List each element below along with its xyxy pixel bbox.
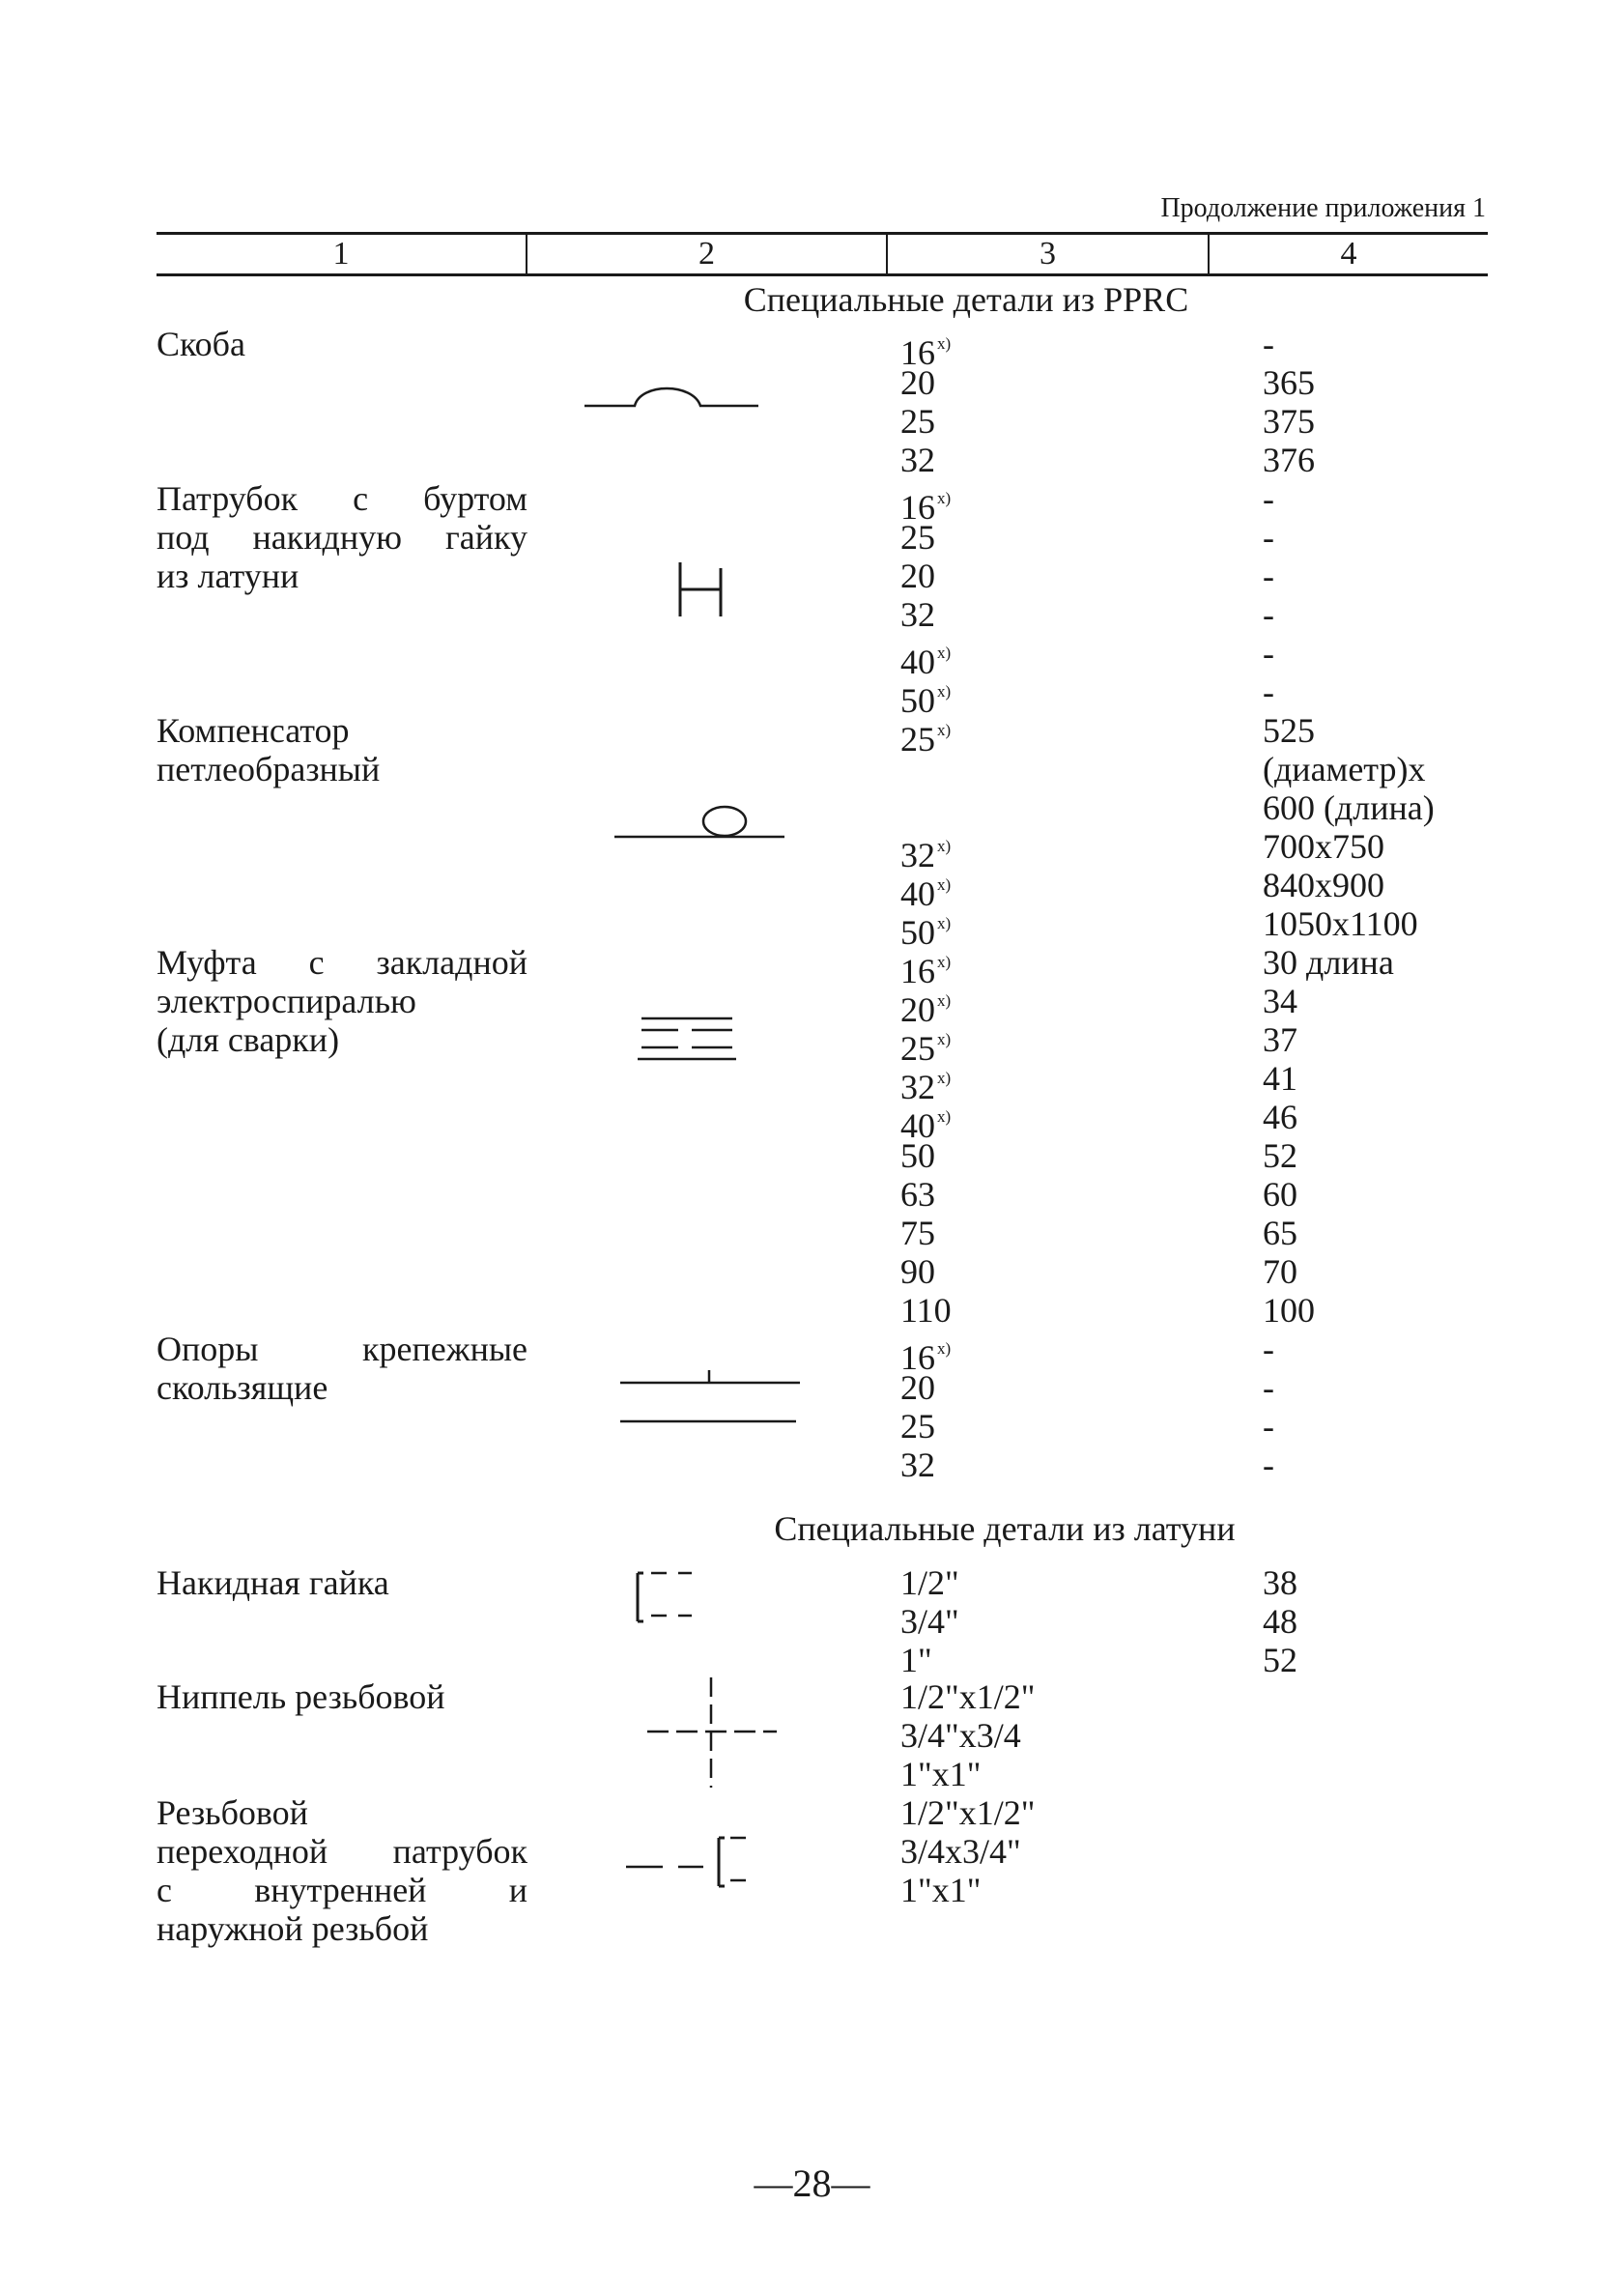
section-title-pprc: Специальные детали из PPRC [743, 280, 1189, 319]
dimension-value: 37 [1263, 1020, 1297, 1059]
dimension-value: 46 [1263, 1098, 1297, 1136]
item-name-electrofusion-coupling [157, 943, 527, 1059]
size-value: 25 [900, 402, 935, 441]
dimension-value: - [1263, 673, 1274, 711]
size-value: 20 [900, 557, 935, 595]
dimension-value: 38 [1263, 1563, 1297, 1602]
loop-compensator-icon [614, 804, 788, 843]
threaded-adapter-icon [624, 1832, 779, 1890]
size-value: 3/4x3/4" [900, 1832, 1021, 1871]
dimension-value: 700x750 [1263, 827, 1384, 866]
item-dims-loop-compensator [1263, 711, 1591, 943]
size-value: 16 $^{x)}$ [900, 1338, 952, 1377]
size-value: 50 [900, 1136, 935, 1175]
size-value: 1"x1" [900, 1755, 982, 1793]
item-sizes-threaded-adapter [900, 1793, 1132, 1909]
size-value: 3/4"x3/4 [900, 1716, 1021, 1755]
size-value: 40 $^{x)}$ [900, 643, 952, 681]
size-value: 50 $^{x)}$ [900, 681, 952, 720]
size-value: 32 $^{x)}$ [900, 836, 952, 874]
continuation-label: Продолжение приложения 1 [1160, 193, 1486, 223]
size-value: 32 [900, 441, 935, 479]
item-sizes-bracket [900, 325, 1132, 479]
item-name-line: Накидная гайка [157, 1563, 389, 1602]
size-value: 16 $^{x)}$ [900, 488, 952, 527]
dimension-value: 1050x1100 [1263, 904, 1418, 943]
dimension-value: 52 [1263, 1641, 1297, 1679]
dimension-value: 60 [1263, 1175, 1297, 1214]
union-nut-icon [628, 1567, 715, 1625]
dimension-value: 52 [1263, 1136, 1297, 1175]
size-value: 25 $^{x)}$ [900, 720, 952, 759]
page-number: —28— [754, 2162, 870, 2205]
size-value [900, 788, 1132, 827]
size-value: 25 [900, 518, 935, 557]
item-name-line: переходной патрубок [157, 1832, 527, 1871]
item-name-threaded-adapter [157, 1793, 527, 1948]
item-name-line: из латуни [157, 557, 299, 595]
column-number-2: 2 [698, 236, 715, 272]
section-title-brass: Специальные детали из латуни [774, 1509, 1236, 1548]
dimension-value: - [1263, 1446, 1274, 1484]
dimension-value: - [1263, 1368, 1274, 1407]
item-dims-bracket [1263, 325, 1591, 479]
item-name-line: (для сварки) [157, 1020, 340, 1059]
dimension-value: - [1263, 325, 1274, 363]
dimension-value: 70 [1263, 1252, 1297, 1291]
size-value: 110 [900, 1291, 952, 1330]
size-value: 50 $^{x)}$ [900, 913, 952, 952]
item-dims-union-nut [1263, 1563, 1591, 1679]
dimension-value: - [1263, 518, 1274, 557]
item-name-line: Компенсатор [157, 711, 350, 750]
column-number-3: 3 [1040, 236, 1056, 272]
size-value: 40 $^{x)}$ [900, 1106, 952, 1145]
size-value: 16 $^{x)}$ [900, 952, 952, 990]
item-name-line: Резьбовой [157, 1793, 308, 1832]
size-value: 1"x1" [900, 1871, 982, 1909]
size-value: 25 [900, 1407, 935, 1446]
item-sizes-collar-pipe [900, 479, 1132, 720]
dimension-value: - [1263, 1330, 1274, 1368]
item-name-line: под накидную гайку [157, 518, 527, 557]
dimension-value: 48 [1263, 1602, 1297, 1641]
dimension-value: - [1263, 557, 1274, 595]
dimension-value: 600 (длина) [1263, 788, 1435, 827]
electrofusion-coupling-icon [634, 1013, 740, 1071]
table-header-rule [157, 273, 1488, 276]
item-name-loop-compensator [157, 711, 527, 788]
item-name-line: петлеобразный [157, 750, 381, 788]
column-number-1: 1 [332, 236, 350, 272]
size-value: 90 [900, 1252, 935, 1291]
dimension-value: - [1263, 595, 1274, 634]
sliding-support-icon [620, 1362, 804, 1430]
size-value: 1/2"x1/2" [900, 1677, 1036, 1716]
size-value [900, 750, 1132, 788]
bracket-icon [584, 379, 758, 417]
dimension-value: 365 [1263, 363, 1315, 402]
size-value: 20 $^{x)}$ [900, 990, 952, 1029]
dimension-value: (диаметр)х [1263, 750, 1426, 788]
item-dims-sliding-support [1263, 1330, 1591, 1484]
size-value: 20 [900, 1368, 935, 1407]
item-sizes-threaded-nipple [900, 1677, 1132, 1793]
size-value: 40 $^{x)}$ [900, 874, 952, 913]
dimension-value: - [1263, 634, 1274, 673]
item-name-line: электроспиралью [157, 982, 416, 1020]
item-name-sliding-support [157, 1330, 527, 1407]
item-dims-electrofusion-coupling [1263, 943, 1591, 1330]
item-name-line: скользящие [157, 1368, 328, 1407]
item-name-bracket [157, 325, 527, 363]
item-name-line: с внутренней и [157, 1871, 527, 1909]
size-value: 32 [900, 595, 935, 634]
item-dims-collar-pipe [1263, 479, 1591, 711]
size-value: 1/2" [900, 1563, 959, 1602]
dimension-value: 525 [1263, 711, 1315, 750]
dimension-value: 375 [1263, 402, 1315, 441]
dimension-value: 840x900 [1263, 866, 1384, 904]
dimension-value: 65 [1263, 1214, 1297, 1252]
column-number-4: 4 [1340, 236, 1357, 272]
dimension-value: 34 [1263, 982, 1297, 1020]
size-value: 75 [900, 1214, 935, 1252]
item-name-line: Ниппель резьбовой [157, 1677, 445, 1716]
item-sizes-electrofusion-coupling [900, 943, 1132, 1330]
size-value: 1" [900, 1641, 932, 1679]
item-sizes-union-nut [900, 1563, 1132, 1679]
dimension-value: - [1263, 479, 1274, 518]
item-sizes-loop-compensator [900, 711, 1132, 952]
threaded-nipple-icon [645, 1675, 781, 1791]
size-value: 20 [900, 363, 935, 402]
dimension-value: 30 длина [1263, 943, 1394, 982]
item-name-line: Муфта с закладной [157, 943, 527, 982]
size-value: 16 $^{x)}$ [900, 333, 952, 372]
size-value: 25 $^{x)}$ [900, 1029, 952, 1068]
table-top-rule [157, 232, 1488, 235]
item-name-line: Опоры крепежные [157, 1330, 527, 1368]
item-name-collar-pipe [157, 479, 527, 595]
dimension-value: 41 [1263, 1059, 1297, 1098]
size-value: 1/2"x1/2" [900, 1793, 1036, 1832]
item-name-line: Патрубок с буртом [157, 479, 527, 518]
collar-pipe-icon [676, 560, 734, 618]
item-sizes-sliding-support [900, 1330, 1132, 1484]
item-name-union-nut [157, 1563, 527, 1602]
size-value: 32 $^{x)}$ [900, 1068, 952, 1106]
dimension-value: - [1263, 1407, 1274, 1446]
size-value: 63 [900, 1175, 935, 1214]
item-name-line: наружной резьбой [157, 1909, 429, 1948]
size-value: 32 [900, 1446, 935, 1484]
item-name-line: Скоба [157, 325, 245, 363]
dimension-value: 100 [1263, 1291, 1315, 1330]
size-value: 3/4" [900, 1602, 959, 1641]
item-name-threaded-nipple [157, 1677, 527, 1716]
dimension-value: 376 [1263, 441, 1315, 479]
